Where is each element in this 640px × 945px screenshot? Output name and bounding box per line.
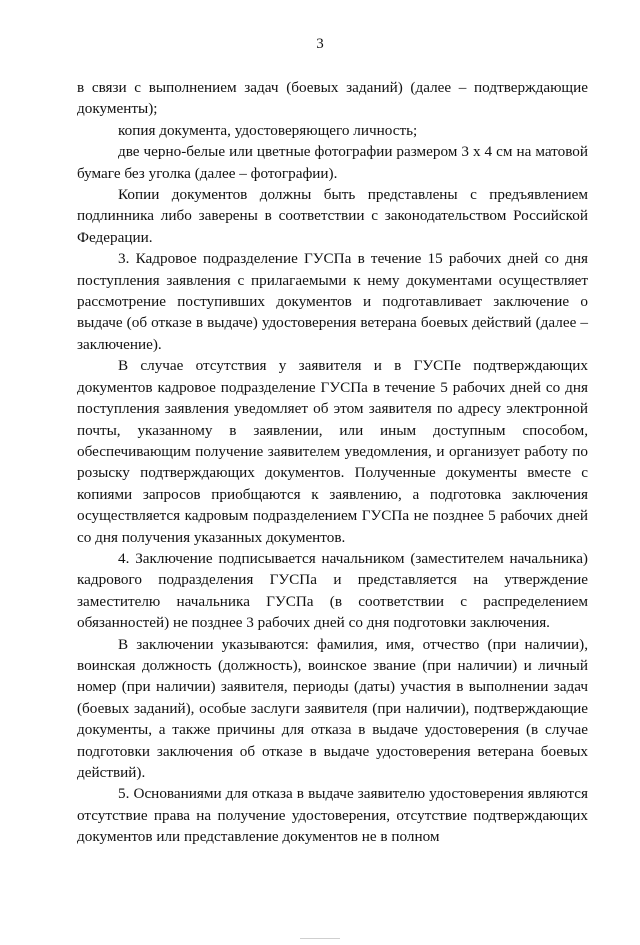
paragraph-item-5: 5. Основаниями для отказа в выдаче заявителю удостоверения являются отсутствие права на получение удостоверения, отсутствие подтверждающих документов или представление документов не в полном <box>77 785 588 846</box>
paragraph-id-copy: копия документа, удостоверяющего личность; <box>118 121 418 139</box>
paragraph-conclusion-contents: В заключении указываются: фамилия, имя, отчество (при наличии), воинская должность (должность), воинское звание (при наличии) и личный номер (при наличии) заявителя, периоды (даты) участия в выполнении задач (боевых заданий), особые заслуги заявителя (при наличии), подтверждающие документы, а также причины для отказа в выдаче удостоверения (в случае подготовки заключения об отказе в выдаче удостоверения ветерана боевых действий). <box>77 635 588 781</box>
paragraph-photos: две черно-белые или цветные фотографии размером 3 x 4 см на матовой бумаге без уголка (далее – фотографии). <box>77 143 588 182</box>
document-body <box>77 77 588 848</box>
scan-artifact-line <box>300 938 340 939</box>
page-number: 3 <box>316 36 324 52</box>
paragraph-missing-documents: В случае отсутствия у заявителя и в ГУСПе подтверждающих документов кадровое подразделение ГУСПа в течение 5 рабочих дней со дня поступления заявления уведомляет об этом заявителя по адресу электронной почты, указанному в заявлении, или иным доступным способом, обеспечивающим получение заявителем уведомления, и организует работу по розыску подтверждающих документов. Полученные документы вместе с копиями запросов приобщаются к заявлению, а подготовка заключения осуществляется кадровым подразделением ГУСПа не позднее 5 рабочих дней со дня получения указанных документов. <box>77 357 588 546</box>
paragraph-copies: Копии документов должны быть представлены с предъявлением подлинника либо заверены в соответствии с законодательством Российской Федерации. <box>77 186 588 246</box>
paragraph-item-3: 3. Кадровое подразделение ГУСПа в течение 15 рабочих дней со дня поступления заявления с прилагаемыми к нему документами осуществляет рассмотрение поступивших документов и подготавливает заключение о выдаче (об отказе в выдаче) удостоверения ветерана боевых действий (далее – заключение). <box>77 250 588 353</box>
paragraph-continuation: в связи с выполнением задач (боевых заданий) (далее – подтверждающие документы); <box>77 79 588 118</box>
paragraph-item-4: 4. Заключение подписывается начальником (заместителем начальника) кадрового подразделения ГУСПа и представляется на утверждение заместителю начальника ГУСПа (в соответствии с распределением обязанностей) не позднее 3 рабочих дней со дня подготовки заключения. <box>77 549 588 632</box>
